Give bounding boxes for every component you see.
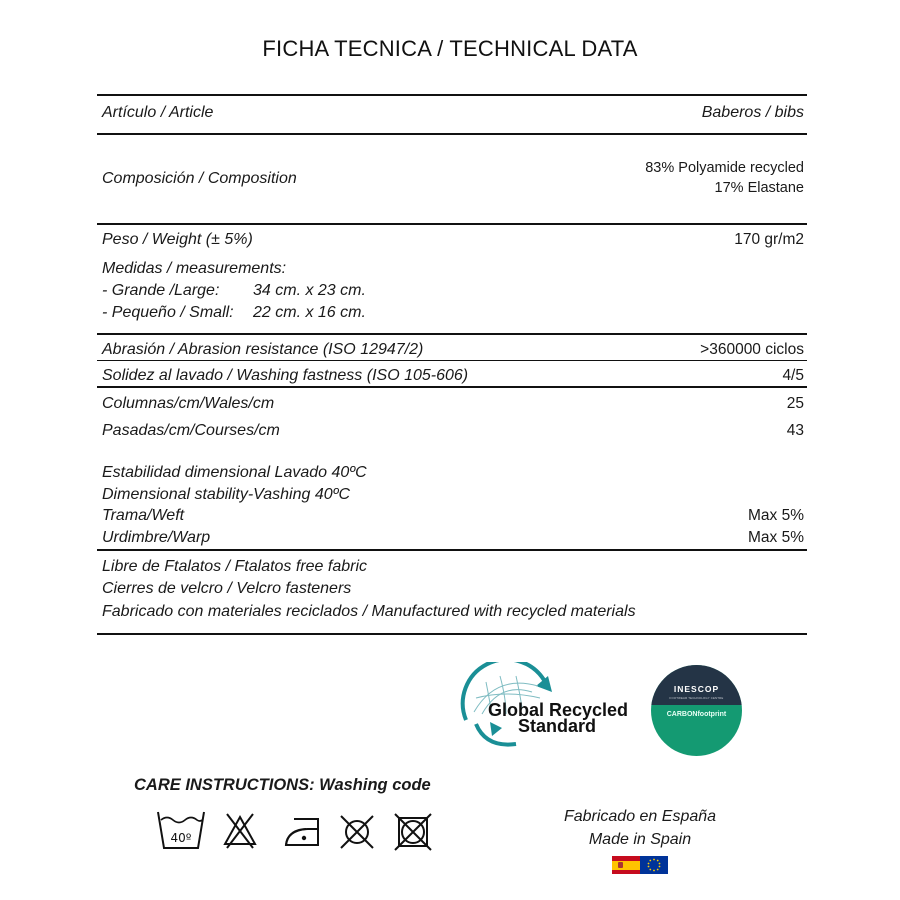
feature-phthalate-free: Libre de Ftalatos / Ftalatos free fabric <box>102 558 368 575</box>
eu-flag-icon <box>640 856 668 874</box>
divider <box>97 223 807 225</box>
washing-fastness-value: 4/5 <box>782 367 804 384</box>
wales-value: 25 <box>786 395 804 412</box>
feature-recycled: Fabricado con materiales reciclados / Manufactured with recycled materials <box>102 603 636 620</box>
iron-low-icon <box>284 815 320 847</box>
grs-logo <box>456 662 636 758</box>
made-in-spain-en: Made in Spain <box>588 831 692 848</box>
page-title: FICHA TECNICA / TECHNICAL DATA <box>262 36 638 61</box>
weight-value: 170 gr/m2 <box>734 231 804 248</box>
weight-label: Peso / Weight (± 5%) <box>102 231 253 248</box>
spain-flag-icon <box>612 856 640 874</box>
weft-value: Max 5% <box>748 507 804 524</box>
svg-text:Standard: Standard <box>518 716 597 736</box>
carbon-footprint-label: CARBONfootprint <box>666 711 727 718</box>
article-label: Artículo / Article <box>102 104 214 121</box>
feature-velcro: Cierres de velcro / Velcro fasteners <box>102 580 352 597</box>
composition-label: Composición / Composition <box>102 170 297 187</box>
care-instructions-title: CARE INSTRUCTIONS: Washing code <box>134 776 431 794</box>
courses-label: Pasadas/cm/Courses/cm <box>102 422 280 439</box>
globe-arrows-icon <box>456 662 636 758</box>
divider <box>97 549 807 551</box>
measurement-large-label: - Grande /Large: <box>102 282 220 299</box>
wash-40-icon <box>156 810 206 852</box>
inescop-name: INESCOP <box>673 684 720 694</box>
divider <box>97 94 807 96</box>
wales-label: Columnas/cm/Wales/cm <box>102 395 275 412</box>
inescop-carbon-footprint-logo <box>651 665 742 756</box>
svg-text:40º: 40º <box>170 831 192 845</box>
divider <box>97 360 807 361</box>
measurement-large-value: 34 cm. x 23 cm. <box>253 282 366 299</box>
dimensional-label-en: Dimensional stability-Vashing 40ºC <box>102 486 351 503</box>
warp-label: Urdimbre/Warp <box>102 529 211 546</box>
made-in-spain-es: Fabricado en España <box>563 808 717 825</box>
divider <box>97 133 807 135</box>
no-bleach-icon <box>221 812 259 850</box>
weft-label: Trama/Weft <box>102 507 185 524</box>
courses-value: 43 <box>786 422 804 439</box>
washing-fastness-label: Solidez al lavado / Washing fastness (ISO 105-606) <box>102 367 469 384</box>
no-tumble-dry-icon <box>394 813 432 851</box>
measurement-small-label: - Pequeño / Small: <box>102 304 234 321</box>
abrasion-value: >360000 ciclos <box>700 341 804 358</box>
svg-text:Global Recycled: Global Recycled <box>488 700 629 720</box>
dimensional-label-es: Estabilidad dimensional Lavado 40ºC <box>102 464 367 481</box>
article-value: Baberos / bibs <box>701 104 804 121</box>
measurement-small-value: 22 cm. x 16 cm. <box>253 304 366 321</box>
divider <box>97 386 807 388</box>
divider <box>97 633 807 635</box>
composition-value-2: 17% Elastane <box>714 180 804 196</box>
inescop-subtitle: FOOTWEAR TECHNOLOGY CENTRE <box>669 696 724 700</box>
composition-value-1: 83% Polyamide recycled <box>645 160 804 176</box>
no-dry-clean-icon <box>339 814 375 850</box>
measurements-label: Medidas / measurements: <box>102 260 287 277</box>
abrasion-label: Abrasión / Abrasion resistance (ISO 12947/2) <box>102 341 424 358</box>
divider <box>97 333 807 335</box>
warp-value: Max 5% <box>748 529 804 546</box>
